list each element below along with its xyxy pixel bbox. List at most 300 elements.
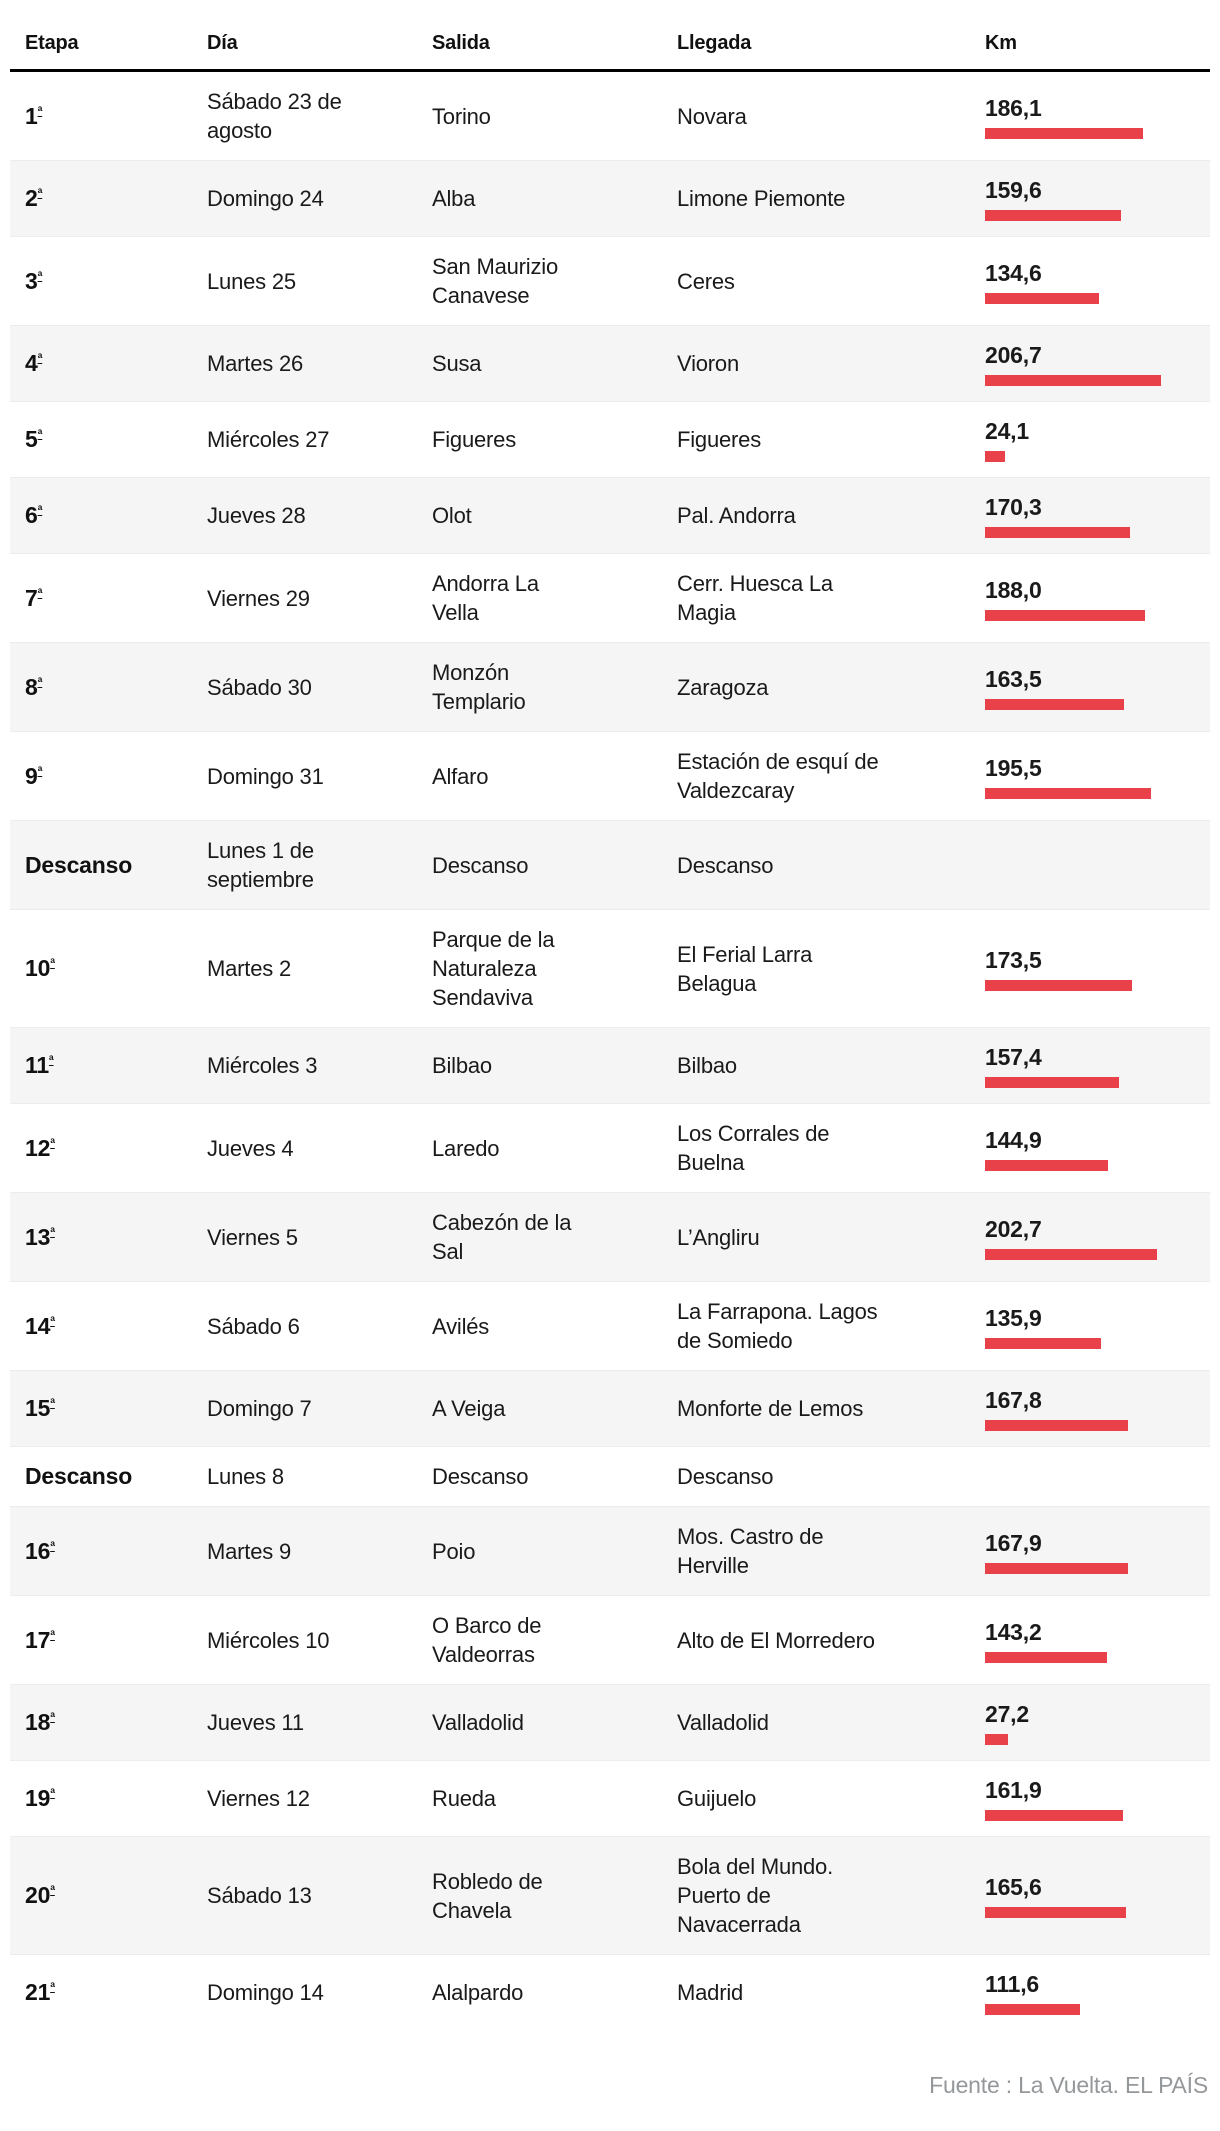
day-text: Jueves 11	[207, 1710, 304, 1735]
finish-text: Monforte de Lemos	[677, 1396, 864, 1421]
day-text: Miércoles 10	[207, 1627, 330, 1653]
table-row	[10, 1595, 1210, 1684]
finish-text: Estación de esquí de Valdezcaray	[677, 749, 879, 803]
stage-cell	[10, 1708, 207, 1737]
stage-ordinal: ª	[37, 267, 43, 283]
stage-number: 5	[25, 426, 38, 452]
stage-cell	[10, 267, 207, 296]
start-cell	[432, 425, 677, 454]
stage-number: 20	[25, 1882, 51, 1908]
finish-text: Zaragoza	[677, 674, 769, 700]
day-cell	[207, 184, 432, 213]
start-cell	[432, 184, 677, 213]
km-cell	[985, 1215, 1210, 1260]
finish-cell	[677, 1297, 985, 1355]
km-bar	[985, 1420, 1128, 1431]
finish-cell	[677, 102, 985, 131]
col-header-etapa: Etapa	[25, 32, 79, 54]
table-row	[10, 236, 1210, 325]
day-cell	[207, 1784, 432, 1813]
table-row	[10, 642, 1210, 731]
finish-text: Bola del Mundo. Puerto de Navacerrada	[677, 1854, 833, 1937]
km-bar	[985, 699, 1124, 710]
stage-number: 2	[25, 185, 38, 211]
finish-text: Valladolid	[677, 1710, 769, 1735]
table-header-row	[10, 26, 1210, 72]
start-text: Parque de la Naturaleza Sendaviva	[432, 927, 555, 1010]
finish-text: Figueres	[677, 427, 761, 452]
table-row	[10, 1954, 1210, 2030]
stage-number: 11	[25, 1052, 49, 1078]
stage-ordinal: ª	[37, 762, 43, 778]
day-cell	[207, 87, 432, 145]
finish-text: Cerr. Huesca La Magia	[677, 571, 833, 625]
stage-cell	[10, 762, 207, 791]
stage-ordinal: ª	[37, 350, 43, 366]
table-row	[10, 1027, 1210, 1103]
finish-cell	[677, 1784, 985, 1813]
day-cell	[207, 762, 432, 791]
table-row	[10, 325, 1210, 401]
day-text: Martes 9	[207, 1538, 291, 1564]
stage-ordinal: ª	[50, 1709, 55, 1725]
stage-cell	[10, 954, 207, 983]
finish-cell	[677, 1978, 985, 2007]
stage-number: 10	[25, 955, 51, 981]
table-row	[10, 820, 1210, 909]
table-row	[10, 1836, 1210, 1954]
finish-text: Alto de El Morredero	[677, 1627, 875, 1653]
stage-cell	[10, 102, 207, 131]
table-row	[10, 72, 1210, 160]
day-cell	[207, 1537, 432, 1566]
stage-ordinal: ª	[50, 1785, 55, 1801]
start-cell	[432, 1051, 677, 1080]
stage-ordinal: ª	[50, 1626, 55, 1642]
km-cell	[985, 1618, 1210, 1663]
day-cell	[207, 267, 432, 296]
stage-number: 19	[25, 1785, 51, 1811]
day-text: Lunes 25	[207, 268, 296, 294]
stage-ordinal: ª	[50, 1882, 55, 1898]
stage-number: 17	[25, 1626, 51, 1653]
table-row	[10, 1103, 1210, 1192]
day-cell	[207, 673, 432, 702]
table-body	[10, 72, 1210, 2030]
stage-ordinal: ª	[37, 102, 43, 118]
finish-text: Vioron	[677, 351, 739, 376]
stage-ordinal: ª	[50, 1312, 55, 1328]
stage-cell	[10, 349, 207, 378]
day-text: Domingo 14	[207, 1980, 324, 2005]
table-row	[10, 1506, 1210, 1595]
km-bar	[985, 527, 1130, 538]
km-bar	[985, 610, 1145, 621]
table-row	[10, 477, 1210, 553]
day-text: Jueves 4	[207, 1135, 294, 1161]
km-cell	[985, 1043, 1210, 1088]
start-text: Laredo	[432, 1135, 500, 1161]
start-text: Valladolid	[432, 1710, 524, 1735]
stage-cell	[10, 1223, 207, 1252]
stage-cell	[10, 1134, 207, 1163]
km-bar	[985, 1338, 1101, 1349]
km-cell	[985, 176, 1210, 221]
day-text: Martes 2	[207, 956, 291, 981]
table-row	[10, 401, 1210, 477]
km-cell	[985, 341, 1210, 386]
finish-cell	[677, 1119, 985, 1177]
km-value: 202,7	[985, 1215, 1042, 1242]
day-text: Lunes 1 de septiembre	[207, 838, 314, 892]
start-cell	[432, 1312, 677, 1341]
km-bar	[985, 1160, 1108, 1171]
start-text: Monzón Templario	[432, 660, 526, 714]
day-cell	[207, 954, 432, 983]
day-text: Sábado 6	[207, 1313, 300, 1339]
finish-text: Los Corrales de Buelna	[677, 1121, 830, 1175]
km-bar	[985, 980, 1132, 991]
stage-ordinal: ª	[50, 1537, 55, 1553]
stage-number: 13	[25, 1223, 51, 1250]
day-text: Domingo 31	[207, 763, 324, 789]
source-credit: Fuente : La Vuelta. EL PAÍS	[929, 2072, 1208, 2098]
stage-number: 14	[25, 1312, 51, 1339]
km-cell	[985, 417, 1210, 462]
start-cell	[432, 1867, 677, 1925]
km-value: 163,5	[985, 665, 1042, 692]
day-cell	[207, 1978, 432, 2007]
start-cell	[432, 102, 677, 131]
km-bar	[985, 2004, 1080, 2015]
table-row	[10, 1760, 1210, 1836]
finish-cell	[677, 184, 985, 213]
km-cell	[985, 493, 1210, 538]
km-cell	[985, 946, 1210, 991]
start-text: Susa	[432, 351, 482, 376]
day-cell	[207, 1881, 432, 1910]
km-cell	[985, 1970, 1210, 2015]
day-text: Martes 26	[207, 351, 304, 376]
stage-ordinal: ª	[37, 502, 43, 518]
start-cell	[432, 569, 677, 627]
start-text: Olot	[432, 503, 472, 528]
stage-cell	[10, 1626, 207, 1655]
day-cell	[207, 1223, 432, 1252]
start-cell	[432, 1134, 677, 1163]
finish-cell	[677, 569, 985, 627]
table-row	[10, 1684, 1210, 1760]
day-text: Domingo 24	[207, 186, 324, 211]
start-cell	[432, 762, 677, 791]
finish-cell	[677, 1852, 985, 1939]
start-text: Descanso	[432, 852, 529, 878]
km-value: 24,1	[985, 418, 1029, 444]
stage-number: 1	[25, 102, 38, 129]
km-value: 157,4	[985, 1044, 1042, 1070]
finish-text: La Farrapona. Lagos de Somiedo	[677, 1299, 878, 1353]
day-text: Viernes 12	[207, 1786, 310, 1811]
table-row	[10, 909, 1210, 1027]
km-cell	[985, 1126, 1210, 1171]
day-cell	[207, 1134, 432, 1163]
finish-text: L’Angliru	[677, 1224, 760, 1250]
finish-cell	[677, 425, 985, 454]
table-row	[10, 1281, 1210, 1370]
start-cell	[432, 658, 677, 716]
start-text: Poio	[432, 1538, 476, 1564]
km-bar	[985, 375, 1161, 386]
day-text: Jueves 28	[207, 503, 306, 528]
km-cell	[985, 1386, 1210, 1431]
finish-cell	[677, 501, 985, 530]
km-value: 143,2	[985, 1618, 1042, 1645]
km-bar	[985, 1810, 1123, 1821]
finish-cell	[677, 1522, 985, 1580]
stage-ordinal: ª	[37, 185, 43, 201]
stage-cell	[10, 1881, 207, 1910]
km-bar	[985, 1652, 1107, 1663]
km-value: 170,3	[985, 494, 1042, 520]
km-bar	[985, 293, 1099, 304]
start-text: O Barco de Valdeorras	[432, 1613, 542, 1667]
start-text: Rueda	[432, 1786, 496, 1811]
stage-ordinal: ª	[50, 1134, 55, 1150]
km-bar	[985, 1077, 1119, 1088]
stage-cell	[10, 1394, 207, 1423]
finish-cell	[677, 267, 985, 296]
km-cell	[985, 1700, 1210, 1745]
day-cell	[207, 1312, 432, 1341]
col-header-dia: Día	[207, 32, 238, 54]
km-value: 188,0	[985, 576, 1042, 603]
day-cell	[207, 349, 432, 378]
km-cell	[985, 1873, 1210, 1918]
day-text: Sábado 13	[207, 1883, 312, 1908]
km-value: 206,7	[985, 342, 1042, 368]
day-text: Domingo 7	[207, 1396, 312, 1421]
start-text: Cabezón de la Sal	[432, 1210, 572, 1264]
finish-cell	[677, 1462, 985, 1491]
km-cell	[985, 576, 1210, 621]
stage-cell	[10, 584, 207, 613]
stage-ordinal: ª	[48, 1052, 54, 1068]
stages-table	[10, 26, 1210, 2030]
km-cell	[985, 754, 1210, 799]
table-row	[10, 1192, 1210, 1281]
finish-cell	[677, 1223, 985, 1252]
start-cell	[432, 1537, 677, 1566]
start-cell	[432, 851, 677, 880]
stage-cell	[10, 851, 207, 880]
finish-cell	[677, 349, 985, 378]
stage-cell	[10, 673, 207, 702]
stage-cell	[10, 425, 207, 454]
finish-text: Descanso	[677, 1464, 774, 1489]
col-header-km: Km	[985, 32, 1017, 54]
start-cell	[432, 349, 677, 378]
stage-cell	[10, 1784, 207, 1813]
start-text: Torino	[432, 103, 491, 129]
stage-cell	[10, 1312, 207, 1341]
km-bar	[985, 451, 1005, 462]
start-text: Alfaro	[432, 763, 489, 789]
stage-cell	[10, 184, 207, 213]
finish-cell	[677, 1626, 985, 1655]
km-bar	[985, 128, 1143, 139]
finish-text: Ceres	[677, 268, 735, 294]
stage-number: Descanso	[25, 1463, 133, 1489]
finish-text: Mos. Castro de Herville	[677, 1524, 824, 1578]
stage-ordinal: ª	[50, 1395, 55, 1411]
stage-number: 3	[25, 267, 38, 294]
finish-cell	[677, 1394, 985, 1423]
finish-cell	[677, 1708, 985, 1737]
km-cell	[985, 259, 1210, 304]
stage-number: 21	[25, 1979, 51, 2005]
finish-text: Bilbao	[677, 1053, 737, 1078]
finish-cell	[677, 673, 985, 702]
day-cell	[207, 1394, 432, 1423]
km-cell	[985, 665, 1210, 710]
finish-cell	[677, 1051, 985, 1080]
km-value: 173,5	[985, 947, 1042, 973]
day-cell	[207, 836, 432, 894]
start-text: Figueres	[432, 427, 516, 452]
km-value: 167,9	[985, 1529, 1042, 1556]
table-row	[10, 160, 1210, 236]
stage-number: 12	[25, 1134, 51, 1161]
km-bar	[985, 1734, 1008, 1745]
day-cell	[207, 1462, 432, 1491]
stage-ordinal: ª	[50, 1979, 55, 1995]
start-cell	[432, 1462, 677, 1491]
stage-ordinal: ª	[37, 673, 43, 689]
stage-number: 18	[25, 1709, 51, 1735]
col-header-salida: Salida	[432, 32, 490, 54]
km-cell	[985, 1529, 1210, 1574]
stage-number: 15	[25, 1395, 51, 1421]
stage-number: Descanso	[25, 851, 133, 878]
start-cell	[432, 925, 677, 1012]
day-cell	[207, 584, 432, 613]
km-value: 186,1	[985, 94, 1042, 121]
km-bar	[985, 1249, 1157, 1260]
stage-cell	[10, 1462, 207, 1491]
km-value: 167,8	[985, 1387, 1042, 1413]
km-value: 135,9	[985, 1304, 1042, 1331]
start-text: San Maurizio Canavese	[432, 254, 558, 308]
stage-ordinal: ª	[37, 426, 43, 442]
start-text: Andorra La Vella	[432, 571, 539, 625]
stage-cell	[10, 1537, 207, 1566]
start-cell	[432, 1394, 677, 1423]
start-text: Descanso	[432, 1464, 529, 1489]
stage-cell	[10, 1978, 207, 2007]
day-text: Lunes 8	[207, 1464, 284, 1489]
day-text: Sábado 23 de agosto	[207, 89, 342, 143]
km-value: 159,6	[985, 177, 1042, 203]
km-value: 144,9	[985, 1126, 1042, 1153]
start-text: Alba	[432, 186, 476, 211]
start-cell	[432, 1784, 677, 1813]
km-bar	[985, 1907, 1126, 1918]
table-row	[10, 1446, 1210, 1506]
start-cell	[432, 501, 677, 530]
km-value: 111,6	[985, 1971, 1040, 1997]
start-cell	[432, 1611, 677, 1669]
table-row	[10, 731, 1210, 820]
km-bar	[985, 788, 1151, 799]
start-text: A Veiga	[432, 1396, 506, 1421]
km-cell	[985, 1776, 1210, 1821]
day-cell	[207, 501, 432, 530]
start-cell	[432, 1708, 677, 1737]
day-cell	[207, 1051, 432, 1080]
stage-cell	[10, 501, 207, 530]
start-cell	[432, 252, 677, 310]
day-text: Miércoles 3	[207, 1053, 318, 1078]
stage-number: 16	[25, 1537, 51, 1564]
finish-cell	[677, 940, 985, 998]
start-text: Alalpardo	[432, 1980, 524, 2005]
day-text: Viernes 5	[207, 1224, 298, 1250]
finish-text: Limone Piemonte	[677, 186, 846, 211]
km-value: 134,6	[985, 259, 1042, 286]
stage-number: 4	[25, 350, 38, 376]
km-value: 165,6	[985, 1874, 1042, 1900]
km-cell	[985, 1304, 1210, 1349]
start-cell	[432, 1208, 677, 1266]
col-header-llegada: Llegada	[677, 32, 752, 54]
start-text: Avilés	[432, 1313, 490, 1339]
day-text: Miércoles 27	[207, 427, 330, 452]
stage-ordinal: ª	[37, 584, 43, 600]
start-text: Robledo de Chavela	[432, 1868, 543, 1923]
km-value: 27,2	[985, 1701, 1029, 1727]
stage-number: 9	[25, 762, 38, 789]
finish-cell	[677, 747, 985, 805]
table-row	[10, 1370, 1210, 1446]
finish-text: El Ferial Larra Belagua	[677, 941, 813, 996]
day-text: Sábado 30	[207, 674, 312, 700]
km-cell	[985, 94, 1210, 139]
km-value: 161,9	[985, 1777, 1042, 1803]
km-bar	[985, 210, 1121, 221]
finish-text: Descanso	[677, 852, 774, 878]
day-text: Viernes 29	[207, 585, 310, 611]
start-cell	[432, 1978, 677, 2007]
table-row	[10, 553, 1210, 642]
stage-ordinal: ª	[50, 1223, 55, 1239]
finish-text: Guijuelo	[677, 1786, 757, 1811]
stage-number: 7	[25, 584, 38, 611]
km-value: 195,5	[985, 754, 1042, 781]
day-cell	[207, 1708, 432, 1737]
stage-number: 6	[25, 502, 38, 528]
finish-text: Madrid	[677, 1980, 744, 2005]
finish-text: Novara	[677, 103, 747, 129]
stage-cell	[10, 1051, 207, 1080]
stage-number: 8	[25, 673, 38, 700]
finish-cell	[677, 851, 985, 880]
day-cell	[207, 1626, 432, 1655]
stage-ordinal: ª	[50, 955, 55, 971]
start-text: Bilbao	[432, 1053, 492, 1078]
km-bar	[985, 1563, 1128, 1574]
finish-text: Pal. Andorra	[677, 503, 796, 528]
day-cell	[207, 425, 432, 454]
